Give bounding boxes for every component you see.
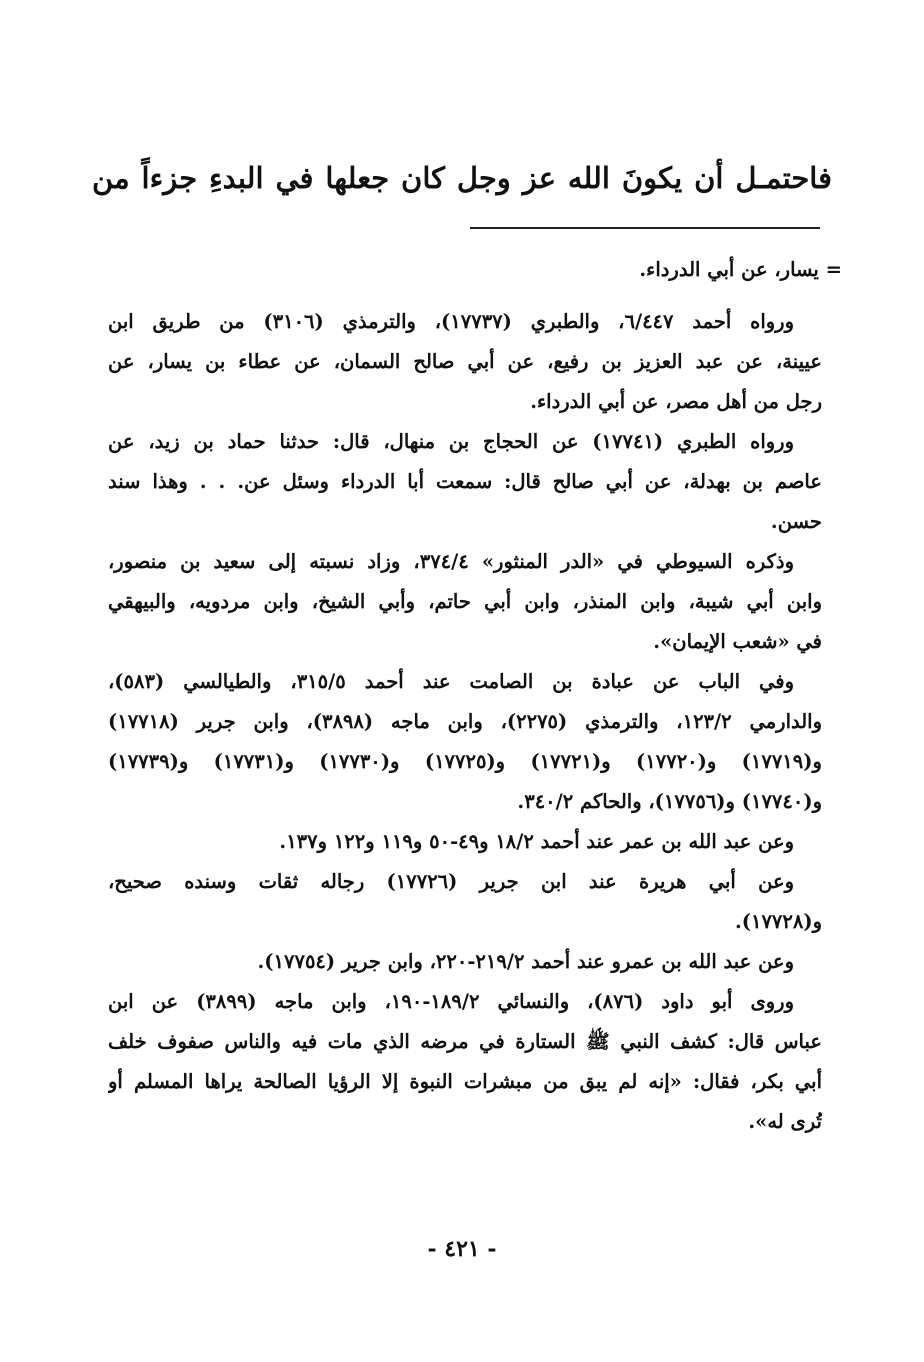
footnote-separator-rule	[470, 227, 820, 229]
footnote-line: وروى أبو داود (٨٧٦)، والنسائي ١٨٩/٢-١٩٠، وابن ماجه (٣٨٩٩) عن ابن	[108, 990, 794, 1013]
footnotes-block	[108, 250, 842, 1142]
footnote-line: ورواه أحمد ٦/٤٤٧، والطبري (١٧٧٣٧)، والترمذي (٣١٠٦) من طريق ابن	[108, 310, 795, 333]
footnote-line: في «شعب الإيمان».	[653, 630, 822, 653]
footnote-line: عاصم بن بهدلة، عن أبي صالح قال: سمعت أبا الدرداء وسئل عن. . . وهذا سند	[108, 470, 822, 493]
footnote-line: ورواه الطبري (١٧٧٤١) عن الحجاج بن منهال، قال: حدثنا حماد بن زيد، عن	[108, 430, 794, 453]
footnote-line: تُرى له».	[748, 1110, 822, 1133]
footnote-line: وعن أبي هريرة عند ابن جرير (١٧٧٢٦) رجاله ثقات وسنده صحيح،	[108, 870, 794, 893]
footnote-line: = يسار، عن أبي الدرداء.	[639, 258, 842, 281]
footnote-line: وفي الباب عن عبادة بن الصامت عند أحمد ٣١٥/٥، والطيالسي (٥٨٣)،	[108, 670, 794, 693]
footnote-line: وابن أبي شيبة، وابن المنذر، وابن أبي حاتم، وأبي الشيخ، وابن مردويه، والبيهقي	[108, 590, 822, 613]
footnote-line: وعن عبد الله بن عمر عند أحمد ١٨/٢ و٤٩-٥٠ و١١٩ و١٢٢ و١٣٧.	[279, 830, 794, 853]
footnote-line: عباس قال: كشف النبي ﷺ الستارة في مرضه الذي مات فيه والناس صفوف خلف	[108, 1030, 822, 1053]
footnote-line: أبي بكر، فقال: «إنه لم يبق من مبشرات النبوة إلا الرؤيا الصالحة يراها المسلم أو	[108, 1070, 822, 1093]
footnote-line: وذكره السيوطي في «الدر المنثور» ٣٧٤/٤، وزاد نسبته إلى سعيد بن منصور،	[108, 550, 794, 573]
page-number: - ٤٢١ -	[427, 1236, 497, 1262]
footnote-line: و(١٧٧٢٨).	[734, 910, 822, 933]
footnote-line: و(١٧٧٤٠) و(١٧٧٥٦)، والحاكم ٣٤٠/٢.	[517, 790, 822, 813]
footnote-line: والدارمي ١٢٣/٢، والترمذي (٢٢٧٥)، وابن ماجه (٣٨٩٨)، وابن جرير (١٧٧١٨)	[108, 710, 822, 733]
footnote-line: رجل من أهل مصر، عن أبي الدرداء.	[530, 390, 822, 413]
footnote-line: وعن عبد الله بن عمرو عند أحمد ٢١٩/٢-٢٢٠، وابن جرير (١٧٧٥٤).	[257, 950, 794, 973]
footnote-line: حسن.	[770, 510, 822, 533]
footnote-line: و(١٧٧١٩) و(١٧٧٢٠) و(١٧٧٢١) و(١٧٧٢٥) و(١٧٧٣٠) و(١٧٧٣١) و(١٧٧٣٩)	[108, 750, 822, 773]
main-text-line: فاحتمـل أن يكونَ الله عز وجل كان جعلها في البدءِ جزءاً من	[92, 161, 832, 195]
footnote-line: عيينة، عن عبد العزيز بن رفيع، عن أبي صالح السمان، عن عطاء بن يسار، عن	[108, 350, 822, 373]
